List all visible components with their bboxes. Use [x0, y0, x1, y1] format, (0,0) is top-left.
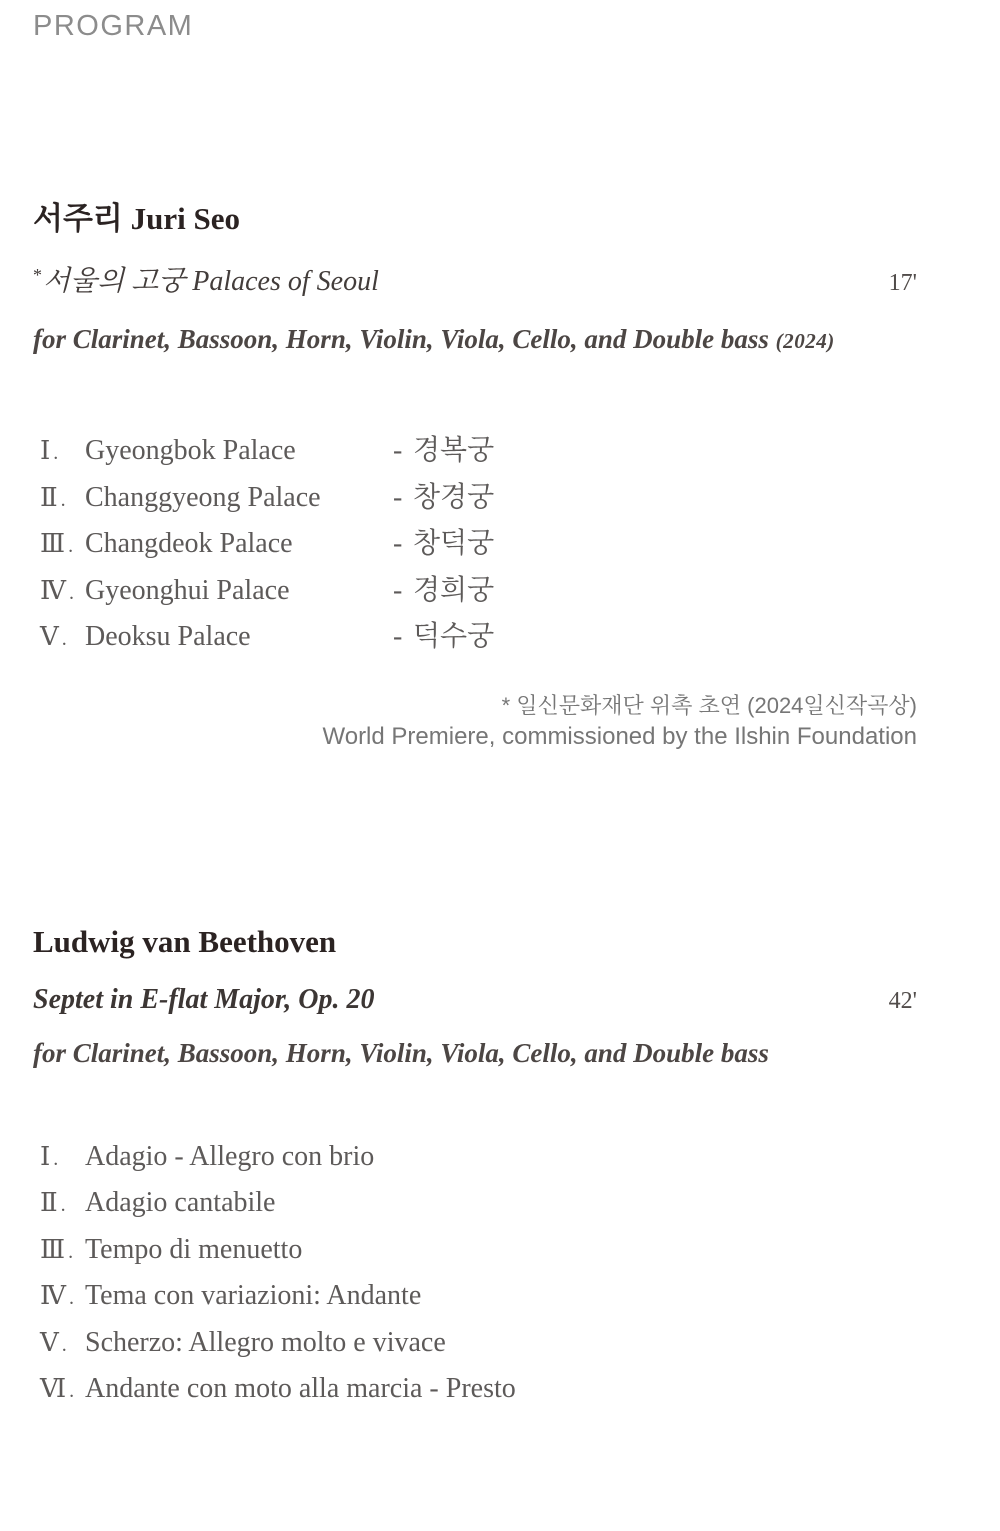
movement-numeral: Ⅱ	[40, 482, 58, 512]
movement-numeral-cell	[40, 1227, 85, 1276]
movement-numeral: Ⅰ	[40, 436, 51, 465]
movement-period: .	[61, 1333, 67, 1356]
movement-row	[40, 475, 917, 522]
movement-numeral: Ⅲ	[40, 1234, 66, 1264]
movement-dash: -	[393, 574, 403, 606]
movement-korean-name: 창경궁	[413, 481, 495, 513]
movement-korean-name: 경희궁	[413, 574, 495, 606]
premiere-note-korean: * 일신문화재단 위촉 초연 (2024일신작곡상)	[501, 692, 917, 718]
movement-row	[40, 614, 917, 661]
movement-period: .	[60, 1194, 66, 1216]
movement-numeral: Ⅴ	[40, 1327, 59, 1357]
work-title-text: 서울의 고궁 Palaces of Seoul	[43, 266, 379, 297]
work-title-row	[33, 263, 917, 303]
movement-period: .	[68, 535, 74, 557]
movement-row	[40, 568, 917, 615]
movement-period: .	[68, 1240, 74, 1263]
movement-period: .	[68, 581, 74, 604]
movement-numeral: Ⅵ	[40, 1374, 67, 1403]
movement-numeral-cell	[40, 428, 85, 477]
work-title	[33, 263, 379, 303]
movement-row	[40, 521, 917, 568]
movement-name: Adagio - Allegro con brio	[85, 1140, 375, 1172]
page-title: PROGRAM	[33, 10, 194, 42]
movement-period: .	[53, 1147, 59, 1170]
work-title-row	[33, 981, 917, 1020]
premiere-note-english: World Premiere, commissioned by the Ilshin Foundation	[322, 722, 917, 750]
movement-row	[40, 1134, 917, 1181]
movement-period: .	[69, 1380, 75, 1402]
movement-korean-name: 경복궁	[413, 435, 495, 466]
movement-name: Andante con moto alla marcia - Presto	[85, 1373, 516, 1404]
movement-numeral: Ⅴ	[40, 622, 59, 651]
movement-row	[40, 1227, 917, 1274]
movement-name: Changdeok Palace	[85, 528, 293, 559]
premiere-star: *	[33, 265, 42, 285]
movement-dash: -	[393, 528, 403, 559]
movement-name: Tempo di menuetto	[85, 1233, 303, 1265]
movement-numeral-cell	[40, 1273, 85, 1322]
premiere-notes	[33, 691, 917, 753]
instrumentation-line: for Clarinet, Bassoon, Horn, Violin, Viola, Cello, and Double bass	[33, 1037, 769, 1068]
movement-korean-name: 창덕궁	[413, 528, 495, 559]
movement-dash: -	[393, 621, 403, 652]
movement-name: Deoksu Palace	[85, 621, 251, 652]
work-duration: 42'	[888, 987, 917, 1014]
movement-numeral: Ⅱ	[40, 1188, 58, 1217]
movement-row	[40, 1180, 917, 1227]
movement-name: Tema con variazioni: Andante	[85, 1280, 422, 1311]
movement-numeral-cell	[40, 1134, 85, 1183]
movement-list-palaces	[40, 428, 917, 661]
movement-numeral-cell	[40, 521, 85, 570]
movement-period: .	[60, 488, 66, 511]
movement-dash: -	[393, 481, 403, 513]
movement-name: Adagio cantabile	[85, 1187, 276, 1218]
movement-name: Gyeongbok Palace	[85, 435, 296, 466]
movement-row	[40, 428, 917, 475]
movement-numeral-cell	[40, 614, 85, 663]
movement-numeral: Ⅳ	[40, 1281, 66, 1310]
movement-name: Scherzo: Allegro molto e vivace	[85, 1326, 446, 1358]
instrumentation-line	[33, 320, 917, 360]
movement-numeral: Ⅰ	[40, 1141, 51, 1171]
movement-period: .	[53, 442, 59, 464]
work-title: Septet in E-flat Major, Op. 20	[33, 983, 375, 1015]
work-duration: 17'	[888, 270, 917, 296]
movement-numeral-cell	[40, 1366, 85, 1415]
movement-numeral: Ⅳ	[40, 575, 66, 605]
movement-period: .	[61, 628, 67, 650]
movement-name: Changgyeong Palace	[85, 481, 321, 513]
movement-numeral: Ⅲ	[40, 529, 66, 558]
movement-numeral-cell	[40, 1320, 85, 1369]
movement-numeral-cell	[40, 568, 85, 617]
composer-name-juri-seo: 서주리 Juri Seo	[33, 201, 240, 236]
movement-dash: -	[393, 435, 403, 466]
movement-name: Gyeonghui Palace	[85, 574, 290, 606]
composer-name-beethoven: Ludwig van Beethoven	[33, 923, 337, 959]
instrumentation-text: for Clarinet, Bassoon, Horn, Violin, Viola, Cello, and Double bass	[33, 324, 769, 354]
movement-numeral-cell	[40, 1180, 85, 1229]
movement-numeral-cell	[40, 475, 85, 524]
movement-list-septet	[40, 1134, 917, 1413]
composition-year: (2024)	[775, 329, 835, 353]
movement-row	[40, 1320, 917, 1367]
movement-row	[40, 1273, 917, 1320]
movement-period: .	[68, 1287, 74, 1309]
movement-korean-name: 덕수궁	[413, 621, 495, 652]
movement-row	[40, 1366, 917, 1413]
